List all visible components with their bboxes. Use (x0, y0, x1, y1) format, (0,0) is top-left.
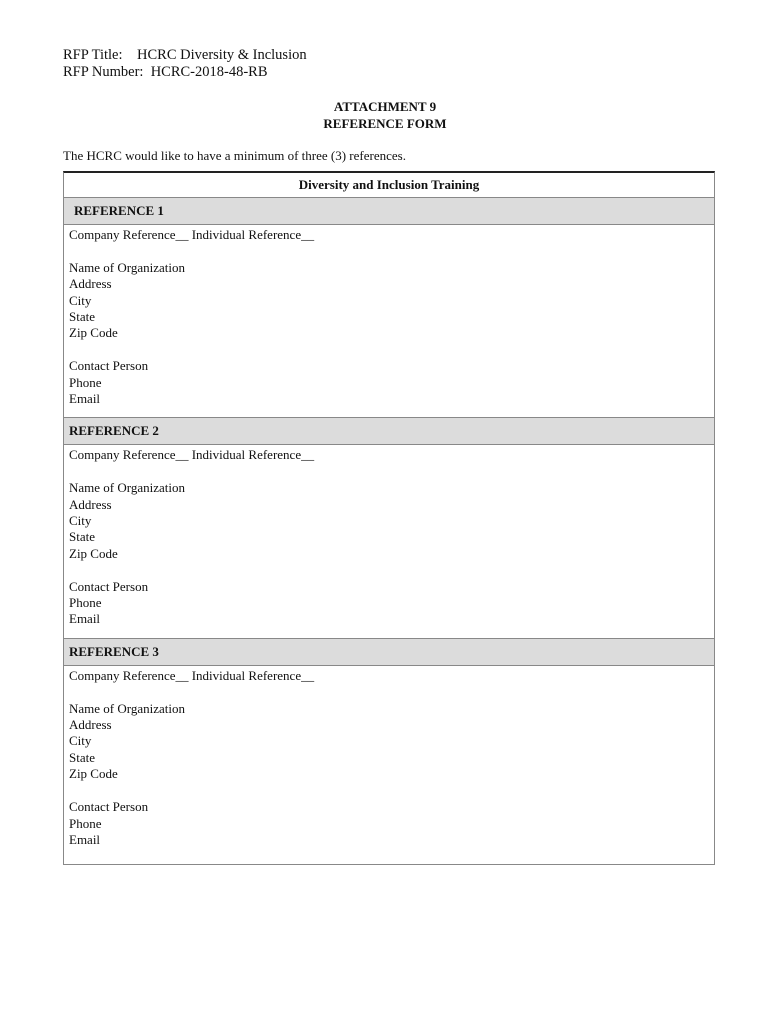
field-label: Phone (69, 815, 102, 831)
reference-type-line: Company Reference__ Individual Reference__ (69, 227, 315, 242)
field-label: Name of Organization (69, 700, 185, 716)
field-label: Zip Code (69, 545, 118, 561)
field-label: Phone (69, 374, 102, 390)
field-label: Address (69, 496, 112, 512)
field-label: State (69, 529, 95, 545)
field-label: Contact Person (69, 799, 149, 815)
reference-section (64, 666, 714, 864)
reference-type-line: Company Reference__ Individual Reference__ (69, 447, 315, 463)
field-label: City (69, 733, 92, 749)
reference-type-line: Company Reference__ Individual Reference__ (69, 667, 315, 683)
attachment-number: ATTACHMENT 9 (333, 99, 437, 114)
field-label: Email (69, 831, 101, 847)
field-label: Email (69, 391, 101, 407)
field-label: Contact Person (69, 358, 149, 374)
reference-heading: REFERENCE 2 (64, 418, 714, 445)
field-label: City (69, 513, 92, 529)
field-label: Email (69, 611, 101, 627)
field-label: State (69, 309, 95, 325)
field-label: Address (69, 717, 112, 733)
form-table-title: Diversity and Inclusion Training (64, 173, 714, 198)
field-label: State (69, 749, 95, 765)
field-label: Name of Organization (69, 259, 185, 275)
field-label: Zip Code (69, 325, 118, 341)
reference-section (64, 445, 714, 638)
rfp-title-row (63, 47, 307, 64)
reference-section (64, 225, 714, 418)
field-label: Zip Code (69, 766, 118, 782)
reference-heading: REFERENCE 3 (64, 639, 714, 666)
document-header (63, 47, 307, 81)
field-label: Address (69, 276, 112, 292)
field-label: City (69, 292, 92, 308)
field-label: Contact Person (69, 578, 149, 594)
attachment-heading (0, 98, 770, 132)
reference-heading: REFERENCE 1 (64, 198, 714, 225)
intro-text: The HCRC would like to have a minimum of three (3) references. (63, 148, 406, 163)
rfp-title-value: HCRC Diversity & Inclusion (137, 47, 307, 63)
field-label: Phone (69, 595, 102, 611)
reference-form-table (63, 171, 715, 865)
rfp-title-label: RFP Title: (63, 47, 123, 63)
rfp-number-value: HCRC-2018-48-RB (150, 64, 268, 80)
form-name: REFERENCE FORM (323, 116, 447, 131)
rfp-number-row (63, 64, 307, 81)
field-label: Name of Organization (69, 480, 185, 496)
rfp-number-label: RFP Number: (63, 64, 144, 80)
